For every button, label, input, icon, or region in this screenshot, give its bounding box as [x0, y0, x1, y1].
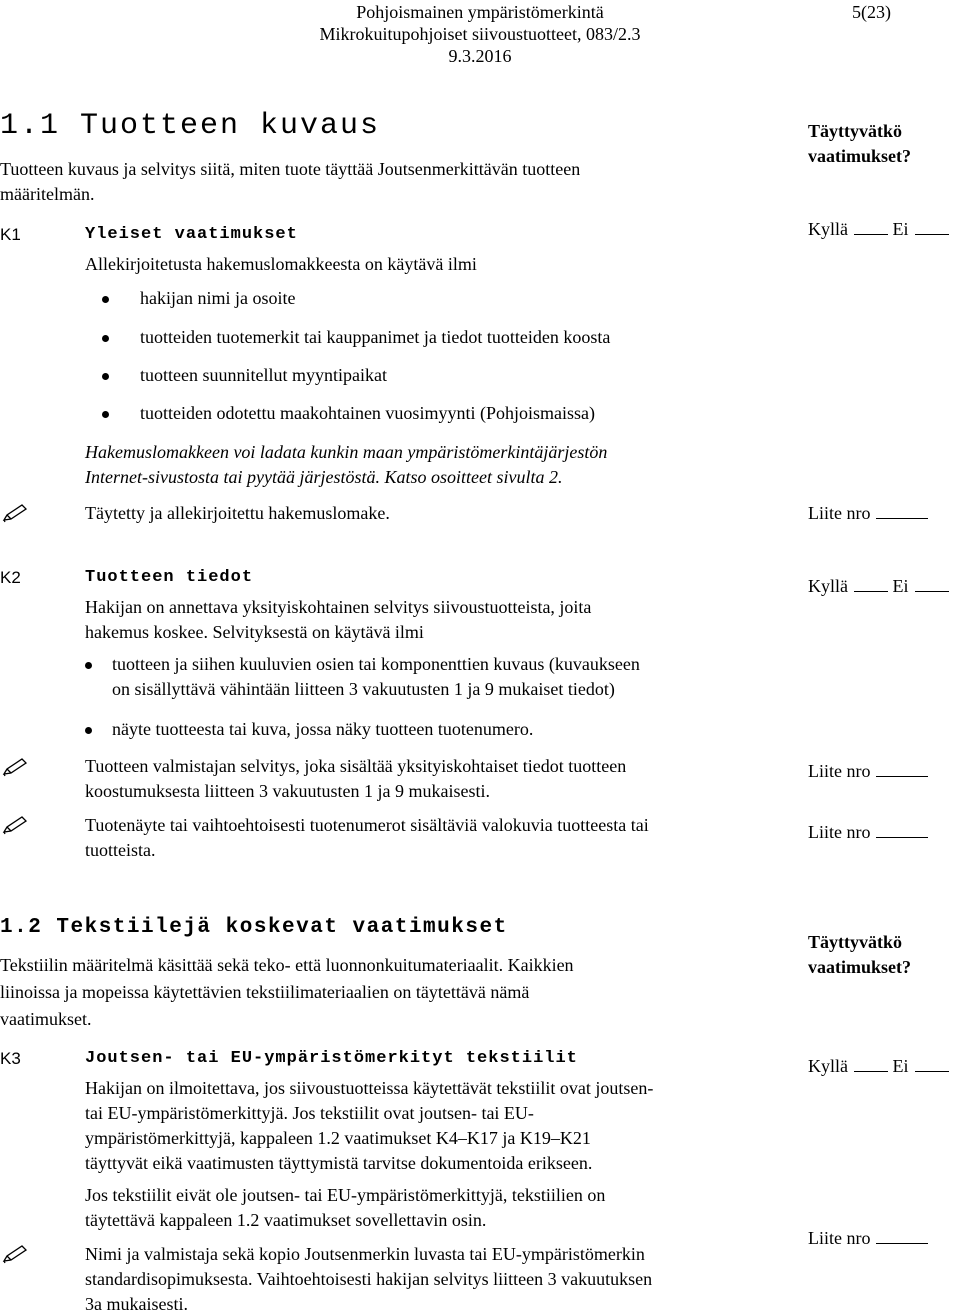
column-heading: Täyttyvätkö — [808, 121, 902, 141]
attachment-label: Liite nro — [808, 503, 871, 523]
attachment-number-field[interactable] — [808, 1228, 928, 1250]
section-title-1-2: 1.2 Tekstiilejä koskevat vaatimukset — [0, 916, 508, 939]
pen-icon — [2, 815, 28, 835]
checklist-item: standardisopimuksesta. Vaihtoehtoisesti hakijan selvitys liitteen 3 vakuutuksen — [85, 1269, 653, 1289]
pen-icon — [2, 1244, 28, 1264]
bullet — [102, 373, 109, 380]
checklist-item: Tuotenäyte tai vaihtoehtoisesti tuotenumerot sisältäviä valokuvia tuotteesta tai — [85, 815, 649, 835]
requirement-code: K1 — [0, 225, 21, 244]
paragraph-line: Tekstiilin määritelmä käsittää sekä teko- että luonnonkuitumateriaalit. Kaikkien — [0, 955, 574, 975]
requirement-lead: Hakijan on annettava yksityiskohtainen selvitys siivoustuotteista, joita — [85, 597, 592, 617]
checklist-item: Täytetty ja allekirjoitettu hakemuslomake. — [85, 503, 390, 523]
no-label: Ei — [892, 576, 909, 596]
section-intro-line2: määritelmän. — [0, 184, 95, 204]
paragraph-line: liinoissa ja mopeissa käytettävien tekstiilimateriaalien on täytettävä nämä — [0, 982, 530, 1002]
requirement-code: K3 — [0, 1049, 21, 1068]
bullet — [85, 727, 92, 734]
checklist-item: Nimi ja valmistaja sekä kopio Joutsenmerkin luvasta tai EU-ympäristömerkin — [85, 1244, 645, 1264]
attachment-number-field[interactable] — [808, 503, 928, 525]
pen-icon — [2, 757, 28, 777]
checklist-item: Tuotteen valmistajan selvitys, joka sisältää yksityiskohtaiset tiedot tuotteen — [85, 756, 627, 776]
bullet — [102, 411, 109, 418]
no-label: Ei — [892, 219, 909, 239]
section-intro-line1: Tuotteen kuvaus ja selvitys siitä, miten tuote täyttää Joutsenmerkittävän tuotteen — [0, 159, 581, 179]
column-heading: vaatimukset? — [808, 957, 911, 977]
bullet — [102, 335, 109, 342]
paragraph-line: tai EU-ympäristömerkittyjä. Jos tekstiilit ovat joutsen- tai EU- — [85, 1103, 534, 1123]
list-item: näyte tuotteesta tai kuva, jossa näky tuotteen tuotenumero. — [112, 719, 534, 739]
bullet — [102, 296, 109, 303]
bullet — [85, 662, 92, 669]
list-item: tuotteen suunnitellut myyntipaikat — [140, 365, 387, 385]
header-org: Pohjoismainen ympäristömerkintä — [356, 2, 604, 22]
attachment-label: Liite nro — [808, 822, 871, 842]
checklist-item: 3a mukaisesti. — [85, 1294, 188, 1314]
column-heading: Täyttyvätkö — [808, 932, 902, 952]
attachment-number-field[interactable] — [808, 761, 928, 783]
requirement-title: Tuotteen tiedot — [85, 568, 254, 587]
paragraph-line: Hakijan on ilmoitettava, jos siivoustuotteissa käytettävät tekstiilit ovat joutsen- — [85, 1078, 654, 1098]
yes-label: Kyllä — [808, 219, 848, 239]
paragraph-line: ympäristömerkittyjä, kappaleen 1.2 vaatimukset K4–K17 ja K19–K21 — [85, 1128, 591, 1148]
checklist-item: tuotteista. — [85, 840, 156, 860]
requirement-title: Joutsen- tai EU-ympäristömerkityt tekstiilit — [85, 1049, 578, 1068]
note-line: Hakemuslomakkeen voi ladata kunkin maan ympäristömerkintäjärjestön — [85, 442, 608, 462]
list-item: hakijan nimi ja osoite — [140, 288, 296, 308]
note-line: Internet-sivustosta tai pyytää järjestöstä. Katso osoitteet sivulta 2. — [85, 467, 563, 487]
yes-label: Kyllä — [808, 576, 848, 596]
list-item: tuotteen ja siihen kuuluvien osien tai komponenttien kuvaus (kuvaukseen — [112, 654, 640, 674]
yes-no-field[interactable] — [808, 219, 949, 241]
list-item: tuotteiden tuotemerkit tai kauppanimet ja tiedot tuotteiden koosta — [140, 327, 611, 347]
requirement-lead: hakemus koskee. Selvityksestä on käytävä ilmi — [85, 622, 424, 642]
paragraph-line: täyttyvät eikä vaatimusten täyttymistä tarvitse dokumentoida erikseen. — [85, 1153, 593, 1173]
attachment-number-field[interactable] — [808, 822, 928, 844]
no-label: Ei — [892, 1056, 909, 1076]
header-doc: Mikrokuitupohjoiset siivoustuotteet, 083/2.3 — [319, 24, 641, 44]
yes-no-field[interactable] — [808, 1056, 949, 1078]
requirement-lead: Allekirjoitetusta hakemuslomakkeesta on käytävä ilmi — [85, 254, 477, 274]
requirement-code: K2 — [0, 568, 21, 587]
list-item: on sisällyttävä vähintään liitteen 3 vakuutusten 1 ja 9 mukaiset tiedot) — [112, 679, 615, 699]
pen-icon — [2, 503, 28, 523]
attachment-label: Liite nro — [808, 761, 871, 781]
section-title-1-1: 1.1 Tuotteen kuvaus — [0, 109, 381, 143]
page-number: 5(23) — [852, 2, 891, 22]
yes-label: Kyllä — [808, 1056, 848, 1076]
paragraph-line: täytettävä kappaleen 1.2 vaatimukset sovellettavin osin. — [85, 1210, 487, 1230]
paragraph-line: vaatimukset. — [0, 1009, 92, 1029]
paragraph-line: Jos tekstiilit eivät ole joutsen- tai EU-ympäristömerkittyjä, tekstiilien on — [85, 1185, 606, 1205]
header-date: 9.3.2016 — [448, 46, 512, 66]
requirement-title: Yleiset vaatimukset — [85, 225, 298, 244]
column-heading: vaatimukset? — [808, 146, 911, 166]
checklist-item: koostumuksesta liitteen 3 vakuutusten 1 ja 9 mukaisesti. — [85, 781, 490, 801]
list-item: tuotteiden odotettu maakohtainen vuosimyynti (Pohjoismaissa) — [140, 403, 595, 423]
yes-no-field[interactable] — [808, 576, 949, 598]
attachment-label: Liite nro — [808, 1228, 871, 1248]
